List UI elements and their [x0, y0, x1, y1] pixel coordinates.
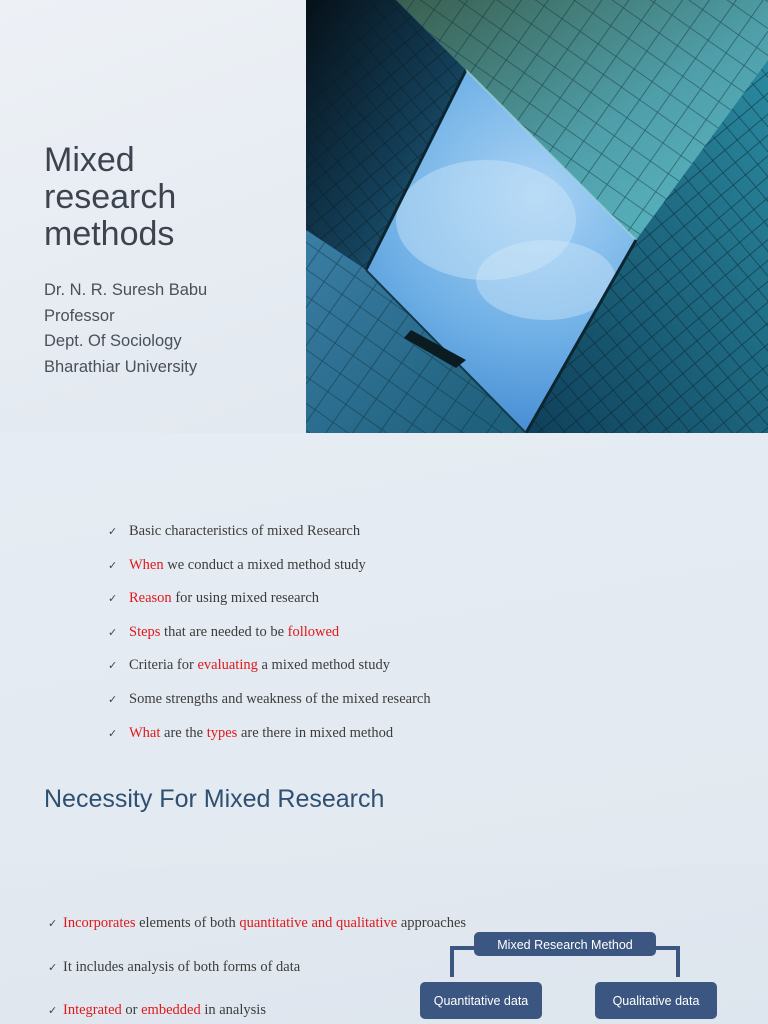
highlight-text: followed: [287, 623, 340, 640]
section-heading: Necessity For Mixed Research: [44, 785, 385, 813]
bullet-item: [108, 617, 431, 651]
bullet-text: approaches: [397, 915, 467, 931]
checkmark-icon: ✓: [108, 659, 118, 673]
highlight-text: evaluating: [197, 657, 258, 674]
bullet-item: [108, 684, 431, 718]
agenda-slide: [0, 433, 768, 865]
title-line: research: [44, 178, 177, 216]
checkmark-icon: ✓: [108, 692, 118, 706]
bullet-item: [108, 650, 431, 684]
bullet-item: [108, 516, 431, 550]
diagram-root-box: [474, 932, 656, 956]
highlight-text: embedded: [141, 1002, 201, 1018]
author-block: [44, 278, 207, 380]
title-panel: [0, 0, 306, 433]
highlight-text: What: [129, 724, 161, 741]
checkmark-icon: ✓: [48, 960, 58, 974]
checkmark-icon: ✓: [48, 1004, 58, 1017]
author-name: Dr. N. R. Suresh Babu: [44, 281, 208, 299]
glass-building-sky-photo: [306, 0, 768, 433]
highlight-text: Integrated: [63, 1002, 122, 1018]
title-line: methods: [44, 215, 175, 253]
highlight-text: types: [206, 724, 238, 741]
title-line: Mixed: [44, 141, 135, 179]
bullet-text: Basic characteristics of mixed Research: [129, 523, 361, 539]
bullet-text: in analysis: [200, 1002, 266, 1018]
highlight-text: quantitative and qualitative: [239, 915, 398, 931]
diagram-left-label: Quantitative data: [433, 994, 529, 1008]
presentation-title: [44, 142, 176, 253]
highlight-text: Steps: [129, 623, 161, 640]
diagram-right-label: Qualitative data: [612, 994, 700, 1008]
checkmark-icon: ✓: [108, 726, 118, 740]
checkmark-icon: ✓: [108, 525, 118, 538]
checkmark-icon: ✓: [108, 558, 118, 572]
title-slide: [0, 0, 768, 433]
highlight-text: Incorporates: [63, 915, 136, 931]
author-position: Professor: [44, 306, 115, 325]
connector-right: [656, 948, 678, 977]
bullet-text: are there in mixed method: [237, 724, 394, 741]
checkmark-icon: ✓: [108, 592, 118, 606]
author-department: Dept. Of Sociology: [44, 332, 182, 350]
bullet-text: are the: [160, 724, 207, 741]
bullet-text: that are needed to be: [160, 623, 288, 640]
highlight-text: Reason: [129, 590, 172, 607]
diagram-right-box: [595, 982, 717, 1019]
checkmark-icon: ✓: [108, 625, 118, 639]
bullet-item: [108, 718, 431, 752]
bullet-text: or: [121, 1002, 142, 1018]
necessity-slide: [0, 865, 768, 1024]
bullet-item: [108, 583, 431, 617]
mixed-method-diagram: [0, 865, 768, 1024]
bullet-text: It includes analysis of both forms of data: [63, 958, 301, 975]
agenda-list: [108, 516, 431, 751]
bullet-text: a mixed method study: [257, 657, 390, 674]
checkmark-icon: ✓: [48, 917, 58, 930]
bullet-text: elements of both: [135, 915, 240, 931]
bullet-text: Some strengths and weakness of the mixed research: [129, 690, 431, 707]
connector-left: [452, 948, 474, 977]
bullet-text: for using mixed research: [171, 590, 320, 607]
highlight-text: When: [129, 556, 164, 573]
bullet-text: we conduct a mixed method study: [163, 556, 366, 573]
bullet-item: [108, 550, 431, 584]
bullet-text: Criteria for: [129, 657, 198, 674]
author-university: Bharathiar University: [44, 357, 198, 376]
diagram-root-label: Mixed Research Method: [497, 938, 633, 952]
diagram-left-box: [420, 982, 542, 1019]
